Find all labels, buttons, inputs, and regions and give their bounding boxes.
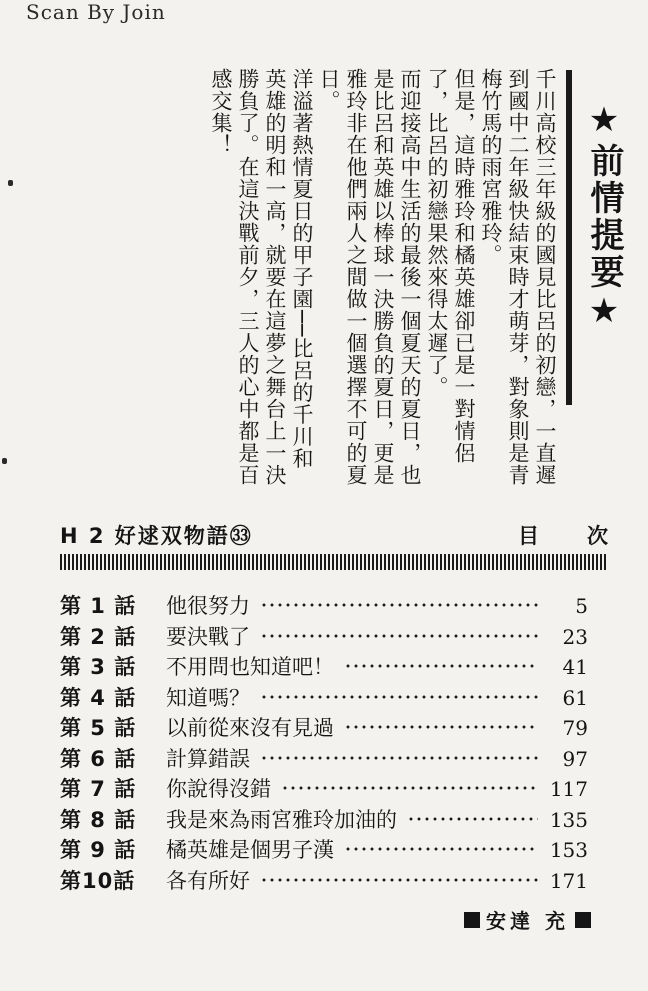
chapter-page: 5 bbox=[575, 594, 588, 618]
chapter-title: 知道嗎？ bbox=[166, 685, 250, 710]
dot-leader bbox=[260, 755, 538, 761]
toc-heading-char: 目 bbox=[518, 524, 539, 548]
dot-leader bbox=[260, 694, 538, 700]
author-name: 安達 充 bbox=[486, 909, 569, 933]
synopsis-paragraph: 但是，這時雅玲和橘英雄卻已是一對情侶了，比呂的初戀果然來得太遲了。 bbox=[425, 68, 476, 464]
chapter-number: 第 3 話 bbox=[60, 655, 137, 679]
synopsis-body bbox=[78, 68, 558, 488]
dot-leader bbox=[344, 846, 538, 852]
toc-heading bbox=[518, 520, 608, 550]
chapter-title: 不用問也知道吧！ bbox=[166, 655, 334, 679]
synopsis-paragraph: 千川高校三年級的國見比呂的初戀，一直遲到國中二年級快結束時才萌芽，對象則是青梅竹馬的雨宮雅玲。 bbox=[479, 68, 557, 486]
chapter-title: 我是來為雨宮雅玲加油的 bbox=[166, 807, 397, 832]
toc-entry[interactable] bbox=[60, 773, 588, 804]
synopsis-paragraph: 洋溢著熱情夏日的甲子園──比呂的千川和英雄的明和一高，就要在這夢之舞台上一決勝負了。在這決戰前夕，三人的心中都是百感交集！ bbox=[209, 68, 314, 486]
hatched-divider bbox=[60, 554, 608, 570]
dot-leader bbox=[407, 816, 538, 822]
dot-leader bbox=[260, 633, 538, 639]
chapter-title: 要決戰了 bbox=[166, 624, 250, 649]
dot-leader bbox=[344, 663, 538, 669]
synopsis-paragraph: 而迎接高中生活的最後一個夏天的夏日，也是比呂和英雄以棒球一決勝負的夏日，更是雅玲非在他們兩人之間做一個選擇不可的夏日。 bbox=[317, 68, 422, 486]
synopsis-divider bbox=[566, 70, 572, 405]
chapter-page: 153 bbox=[549, 838, 588, 862]
chapter-number: 第10話 bbox=[60, 868, 136, 893]
chapter-number: 第 7 話 bbox=[60, 777, 137, 801]
toc-entry[interactable] bbox=[60, 834, 588, 865]
chapter-title: 以前從來沒有見過 bbox=[166, 716, 334, 740]
chapter-number: 第 5 話 bbox=[60, 716, 137, 740]
toc-entry[interactable] bbox=[60, 621, 588, 652]
chapter-title: 計算錯誤 bbox=[166, 746, 250, 771]
chapter-number: 第 8 話 bbox=[60, 807, 137, 832]
chapter-page: 79 bbox=[562, 716, 588, 740]
scanner-credit: Scan By Join bbox=[26, 0, 166, 24]
toc-entry[interactable] bbox=[60, 865, 588, 896]
chapter-number: 第 2 話 bbox=[60, 624, 137, 649]
chapter-title: 你說得沒錯 bbox=[166, 777, 271, 801]
chapter-number: 第 9 話 bbox=[60, 838, 137, 862]
square-bullet-icon bbox=[464, 912, 480, 928]
dot-leader bbox=[281, 785, 538, 791]
toc-entry[interactable] bbox=[60, 651, 588, 682]
chapter-number: 第 1 話 bbox=[60, 594, 137, 618]
toc-entry[interactable] bbox=[60, 682, 588, 713]
toc-entry[interactable] bbox=[60, 712, 588, 743]
chapter-page: 97 bbox=[562, 746, 588, 771]
book-title: H 2 好逑双物語㉝ bbox=[60, 524, 253, 548]
square-bullet-icon bbox=[575, 912, 591, 928]
chapter-title: 各有所好 bbox=[166, 868, 250, 893]
chapter-page: 117 bbox=[549, 777, 588, 801]
chapter-number: 第 6 話 bbox=[60, 746, 137, 771]
scan-speck bbox=[2, 458, 7, 464]
dot-leader bbox=[260, 877, 538, 883]
chapter-title: 橘英雄是個男子漢 bbox=[166, 838, 334, 862]
chapter-title: 他很努力 bbox=[166, 594, 250, 618]
chapter-page: 61 bbox=[562, 685, 588, 710]
dot-leader bbox=[260, 602, 538, 608]
toc-entry[interactable] bbox=[60, 590, 588, 621]
dot-leader bbox=[344, 724, 538, 730]
author-credit bbox=[464, 905, 591, 934]
chapter-number: 第 4 話 bbox=[60, 685, 137, 710]
chapter-page: 171 bbox=[549, 868, 588, 893]
toc-heading-char: 次 bbox=[587, 524, 608, 548]
chapter-page: 135 bbox=[549, 807, 588, 832]
chapter-page: 23 bbox=[562, 624, 588, 649]
toc-entry[interactable] bbox=[60, 804, 588, 835]
toc-entry[interactable] bbox=[60, 743, 588, 774]
synopsis-title: ★前情提要★ bbox=[584, 100, 624, 334]
chapter-page: 41 bbox=[562, 655, 588, 679]
scan-speck bbox=[8, 180, 13, 186]
table-of-contents bbox=[60, 590, 588, 895]
